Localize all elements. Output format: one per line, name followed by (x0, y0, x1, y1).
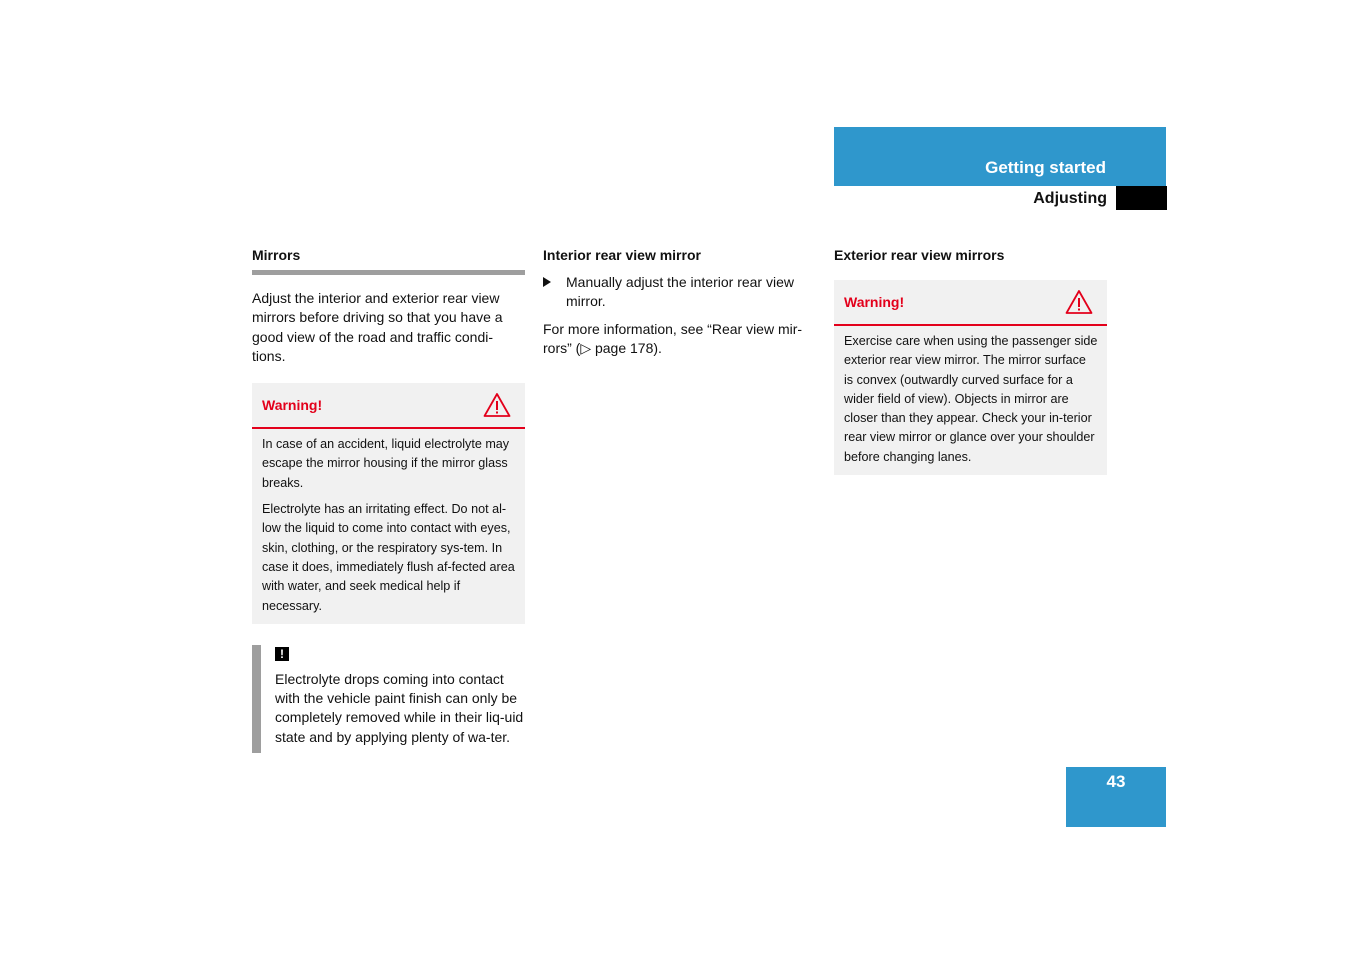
page-number: 43 (1106, 772, 1126, 791)
notice-bar (252, 645, 261, 753)
chapter-header-band (834, 127, 1166, 186)
heading-rule (252, 270, 525, 275)
warning-paragraph: Electrolyte has an irritating effect. Do not al-low the liquid to come into contact with eyes, skin, clothing, or the respiratory sys-tem. In case it does, immediately flush af-fected area with water, and seek medical help if necessary. (262, 502, 515, 613)
warning-body (834, 326, 1107, 475)
warning-box-convex (834, 280, 1107, 475)
bullet-arrow-icon (543, 277, 551, 287)
interior-mirror-heading: Interior rear view mirror (543, 247, 701, 263)
column-exterior-mirrors (834, 246, 1107, 475)
page-number-band (1066, 767, 1166, 827)
warning-title: Warning! (262, 397, 323, 414)
warning-body (252, 429, 525, 624)
warning-header (834, 280, 1107, 326)
notice-box-paint (252, 645, 525, 753)
warning-triangle-icon (1065, 289, 1093, 315)
mirrors-heading: Mirrors (252, 247, 301, 263)
notice-text: Electrolyte drops coming into contact with the vehicle paint finish can only be completely removed while in their liq-uid state and by applying plenty of wa-ter. (275, 670, 524, 745)
column-mirrors (252, 246, 525, 753)
more-info-text: For more information, see “Rear view mir-rors” (▷ page 178). (543, 320, 803, 356)
section-title: Adjusting (1033, 190, 1107, 207)
bullet-text: Manually adjust the interior rear view mirror. (566, 274, 794, 310)
warning-paragraph: Exercise care when using the passenger side exterior rear view mirror. The mirror surface is convex (outwardly curved surface for a wider field of view). Objects in mirror are closer than they appear. Check your in-terior rear view mirror or glance over your shoulder before changing lanes. (844, 334, 1098, 464)
exclamation-icon: ! (275, 647, 289, 661)
warning-paragraph: In case of an accident, liquid electrolyte may escape the mirror housing if the mirror glass breaks. (262, 437, 510, 490)
warning-box-electrolyte (252, 383, 525, 624)
warning-title: Warning! (844, 294, 905, 310)
instruction-bullet (543, 273, 815, 312)
mirrors-intro-text: Adjust the interior and exterior rear view mirrors before driving so that you have a good view of the road and traffic condi-tions. (252, 290, 503, 364)
chapter-title: Getting started (985, 158, 1106, 177)
section-marker-block (1116, 186, 1167, 210)
warning-header (252, 383, 525, 429)
warning-triangle-icon (483, 392, 511, 418)
column-interior-mirror (543, 246, 815, 358)
exterior-mirrors-heading: Exterior rear view mirrors (834, 247, 1005, 263)
